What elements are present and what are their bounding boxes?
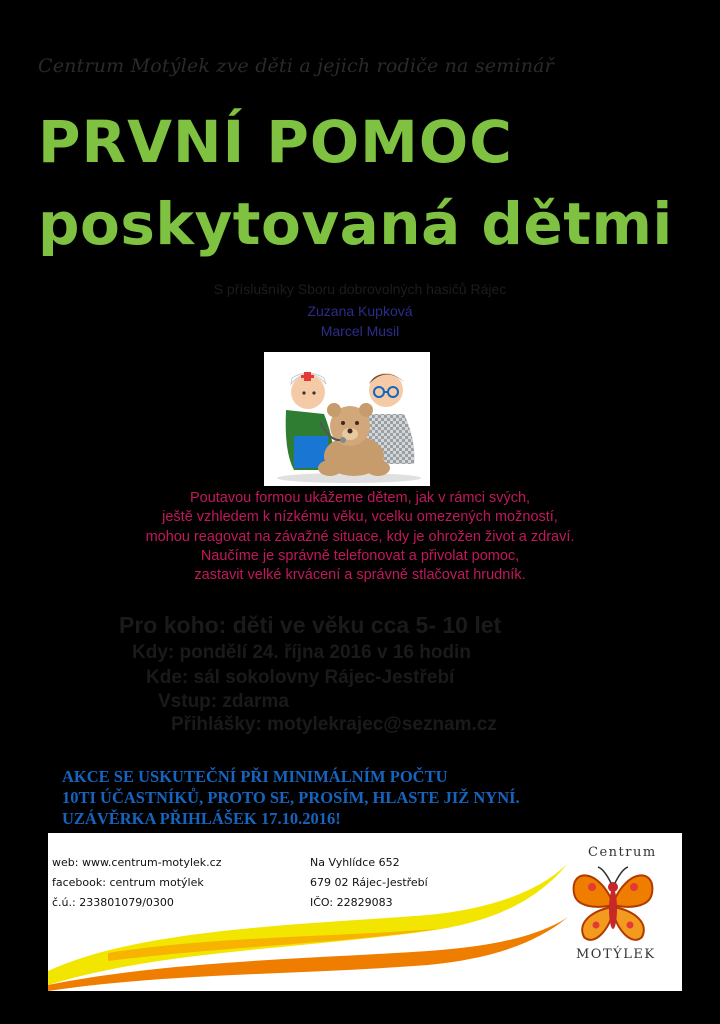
title-line-2: poskytovaná dětmi <box>38 190 673 258</box>
target-audience: Pro koho: děti ve věku cca 5- 10 let <box>119 612 502 638</box>
lecturers-intro: S příslušníky Sboru dobrovolných hasičů Rájec <box>213 281 507 297</box>
city-address: 679 02 Rájec-Jestřebí <box>310 876 428 889</box>
title-line-1: PRVNÍ POMOC <box>38 108 513 176</box>
lecturer-name-1: Zuzana Kupková <box>307 303 413 319</box>
butterfly-logo-icon <box>568 863 658 947</box>
description-line: Poutavou formou ukážeme dětem, jak v rámci svých, <box>189 490 531 506</box>
contact-left <box>52 853 222 913</box>
event-location: Kde: sál sokolovny Rájec-Jestřebí <box>146 667 455 688</box>
website-link[interactable]: web: www.centrum-motylek.cz <box>52 856 222 869</box>
event-date: Kdy: pondělí 24. října 2016 v 16 hodin <box>132 642 471 663</box>
facebook-link[interactable]: facebook: centrum motýlek <box>52 876 204 889</box>
registration-email: Přihlášky: motylekrajec@seznam.cz <box>171 714 497 735</box>
description-line: mohou reagovat na závažné situace, kdy je ohrožen život a zdraví. <box>145 528 575 545</box>
notice-line: UZÁVĚRKA PŘIHLÁŠEK 17.10.2016! <box>62 809 341 828</box>
logo-text-bottom: MOTÝLEK <box>576 947 656 962</box>
minimum-participants-notice <box>62 766 520 829</box>
lecturer-name-2: Marcel Musil <box>320 323 400 339</box>
notice-line: AKCE SE USKUTEČNÍ PŘI MINIMÁLNÍM POČTU <box>62 767 448 786</box>
street-address: Na Vyhlídce 652 <box>310 856 400 869</box>
notice-line: 10TI ÚČASTNÍKŮ, PROTO SE, PROSÍM, HLASTE JIŽ NYNÍ. <box>62 788 520 807</box>
bank-account: č.ú.: 233801079/0300 <box>52 896 174 909</box>
contact-address <box>310 853 428 913</box>
footer-contact-panel <box>48 833 682 991</box>
company-id: IČO: 22829083 <box>310 896 393 909</box>
description-line: Naučíme je správně telefonovat a přivolat pomoc, <box>200 547 520 564</box>
children-teddy-bear-photo <box>264 352 430 486</box>
description-line: zastavit velké krvácení a správně stlačovat hrudník. <box>194 567 526 584</box>
event-description <box>0 489 720 585</box>
description-line: ještě vzhledem k nízkému věku, vcelku omezených možností, <box>162 509 558 526</box>
entry-fee: Vstup: zdarma <box>158 691 289 712</box>
tagline: Centrum Motýlek zve děti a jejich rodiče na seminář <box>38 55 554 77</box>
logo-text-top: Centrum <box>588 845 657 860</box>
